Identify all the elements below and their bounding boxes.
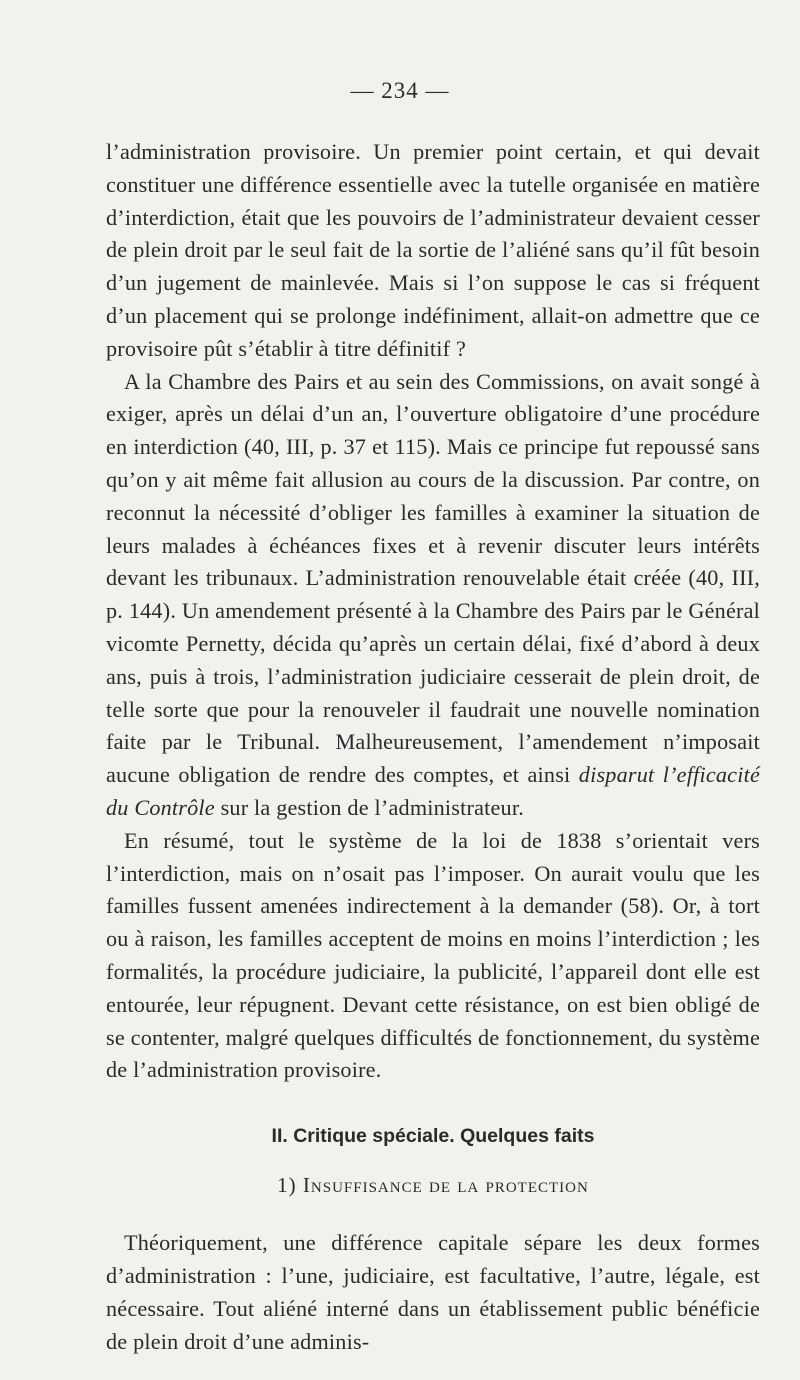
section-heading: II. Critique spéciale. Quelques faits [271, 1125, 595, 1148]
paragraph-en-resume: En résumé, tout le système de la loi de 1838 s’orientait vers l’interdiction, mais on n’osait pas l’imposer. On aurait voulu que les familles fussent amenées indirectement à la demander (58). Or, à tort ou à raison, les familles acceptent de moins en moins l’interdiction ; les formalités, la procédure judiciaire, la publicité, l’appareil dont elle est entourée, leur répugnent. Devant cette résistance, on est bien obligé de se contenter, malgré quelques difficultés de fonctionnement, du système de l’administration provisoire. [106, 827, 760, 1083]
paragraph-text: A la Chambre des Pairs et au sein des Commissions, on avait songé à exiger, après un délai d’un an, l’ouverture obligatoire d’une procédure en interdiction (40, III, p. 37 et 115). Mais ce principe fut repoussé sans qu’on y ait même fait allusion au cours de la discussion. Par contre, on reconnut la nécessité d’obliger les familles à examiner la situation de leurs malades à échéances fixes et à revenir discuter leurs intérêts devant les tribunaux. L’administration renouvelable était créée (40, III, p. 144). Un amendement présenté à la Chambre des Pairs par le Général vicomte Pernetty, décida qu’après un certain délai, fixé d’abord à deux ans, puis à trois, l’administration judiciaire cesserait de plein droit, de telle sorte que pour la renouveler il faudrait une nouvelle nomination faite par le Tribunal. Malheureusement, l’amendement n’imposait aucune obligation de rendre des comptes, et ainsi [106, 368, 760, 788]
paragraph-theoriquement: Théoriquement, une différence capitale sépare les deux formes d’administration : l’une, judiciaire, est facultative, l’autre, légale, est nécessaire. Tout aliéné interné dans un établissement public bénéficie de plein droit d’une adminis- [106, 1230, 760, 1354]
italic-phrase: disparut l’efficacité du Contrôle [106, 762, 760, 820]
paragraph-chambre-des-pairs [106, 366, 760, 825]
subsection-heading: 1) Insuffisance de la protection [277, 1173, 589, 1198]
paragraph-continued: l’administration provisoire. Un premier point certain, et qui devait constituer une différence essentielle avec la tutelle organisée en matière d’interdiction, était que les pouvoirs de l’administrateur devaient cesser de plein droit par le seul fait de la sortie de l’aliéné sans qu’il fût besoin d’un jugement de mainlevée. Mais si l’on suppose le cas si fréquent d’un placement qui se prolonge indéfiniment, allait-on admettre que ce provisoire pût s’établir à titre définitif ? [106, 139, 760, 361]
page-number: — 234 — [350, 78, 450, 103]
page-body [106, 136, 760, 1358]
paragraph-text-end: sur la gestion de l’administrateur. [214, 794, 524, 820]
